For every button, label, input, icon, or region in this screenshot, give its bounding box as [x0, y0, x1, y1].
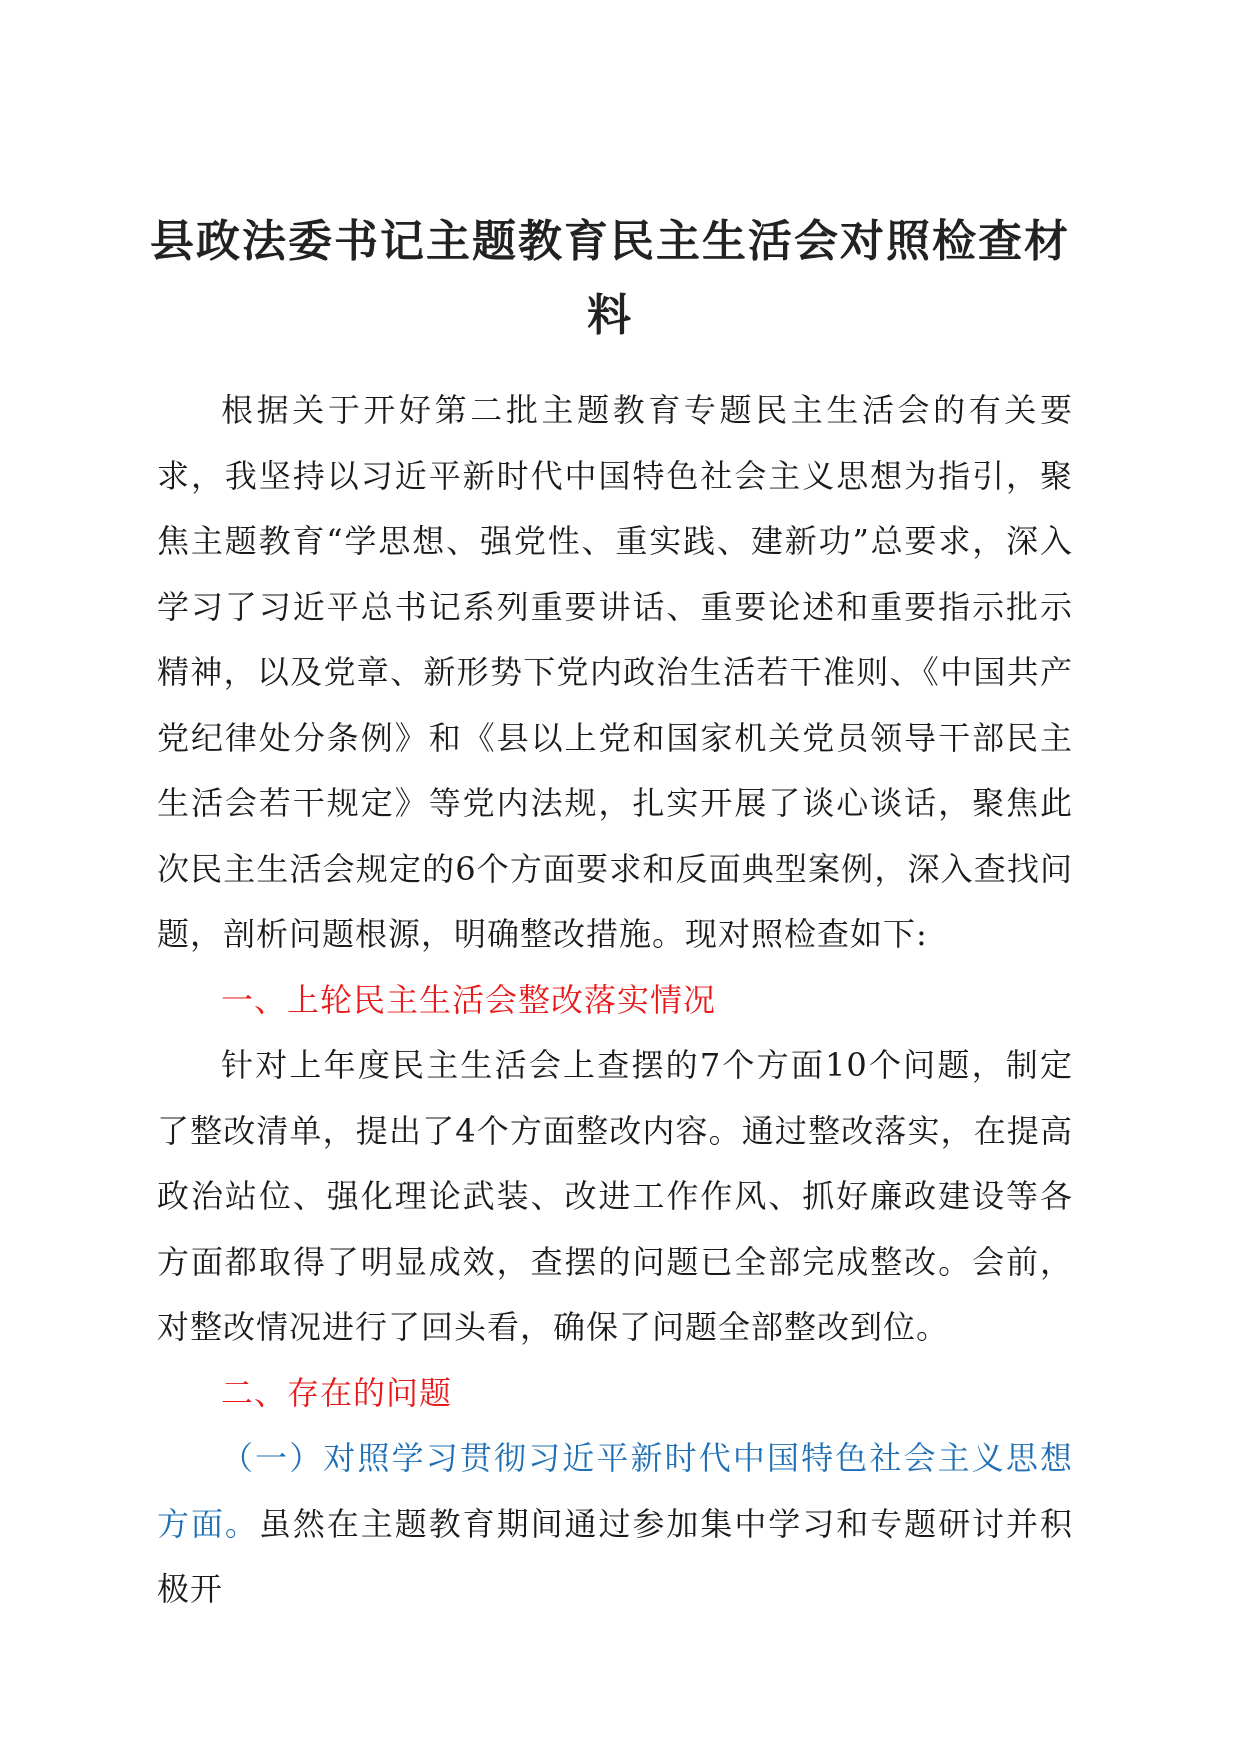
intro-paragraph: 根据关于开好第二批主题教育专题民主生活会的有关要求，我坚持以习近平新时代中国特色社会主义思想为指引，聚焦主题教育“学思想、强党性、重实践、建新功”总要求，深入学习了习近平总书记系列重要讲话、重要论述和重要指示批示精神，以及党章、新形势下党内政治生活若干准则、《中国共产党纪律处分条例》和《县以上党和国家机关党员领导干部民主生活会若干规定》等党内法规，扎实开展了谈心谈话，聚焦此次民主生活会规定的6个方面要求和反面典型案例，深入查找问题，剖析问题根源，明确整改措施。现对照检查如下:	[157, 391, 1073, 953]
subheading-ideology: （一）对照学习贯彻习近平新时代中国特色社会主义思想方面。	[157, 1439, 1073, 1543]
section-heading-rectification: 一、上轮民主生活会整改落实情况	[221, 980, 717, 1019]
document-body	[157, 378, 1073, 1623]
document-title: 县政法委书记主题教育民主生活会对照检查材料	[150, 216, 1070, 341]
rectification-paragraph: 针对上年度民主生活会上查摆的7个方面10个问题，制定了整改清单，提出了4个方面整改内容。通过整改落实，在提高政治站位、强化理论武装、改进工作作风、抓好廉政建设等各方面都取得了明显成效，查摆的问题已全部完成整改。会前，对整改情况进行了回头看，确保了问题全部整改到位。	[157, 1046, 1073, 1346]
section-heading-problems: 二、存在的问题	[221, 1373, 453, 1412]
problem-paragraph-1	[157, 1426, 1073, 1623]
problem-paragraph-1-text: 虽然在主题教育期间通过参加集中学习和专题研讨并积极开	[157, 1504, 1073, 1608]
